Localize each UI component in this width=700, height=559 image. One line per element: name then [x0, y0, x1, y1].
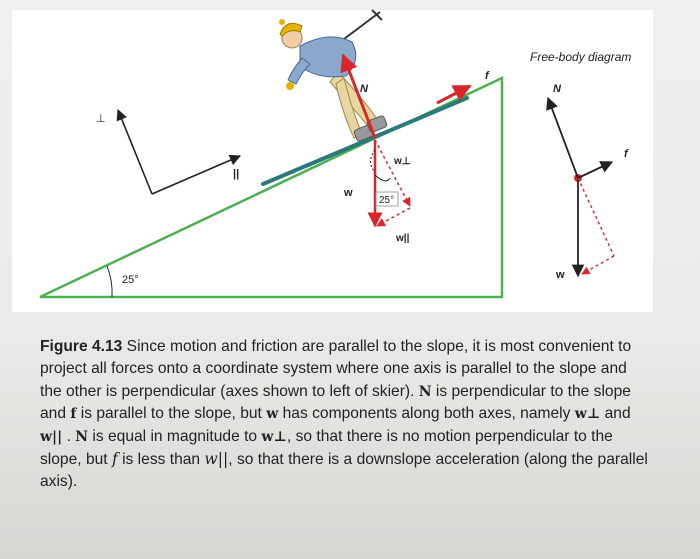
caption-text-1: Since motion and friction are parallel to the slope, it is most convenient to project all forces onto a coordinate system where one axis is parallel to the slope and the other is perpendicular (axes shown to left of skier). — [40, 338, 632, 400]
caption-text-2: is perpendicular to the slope and — [40, 382, 631, 423]
caption-symbol-f-italic: f — [111, 450, 118, 469]
weight-label: w — [344, 187, 353, 199]
caption-text-5: and — [600, 405, 631, 423]
caption-symbol-w-perp: w⊥ — [574, 406, 601, 423]
caption-symbol-N-2: N — [75, 428, 89, 445]
normal-force-label: N — [360, 83, 368, 95]
par-axis-label: || — [233, 168, 240, 180]
fbd-normal-label: N — [553, 83, 561, 95]
fbd-weight-label: w — [556, 269, 565, 281]
caption-text-7: is equal in magnitude to — [88, 427, 262, 445]
slope-angle-label: 25° — [122, 274, 139, 286]
caption-symbol-N: N — [418, 383, 432, 400]
caption-text-10: , so that there is a downslope acceleration (along the parallel axis). — [40, 451, 648, 491]
caption-text-6: . — [62, 427, 76, 445]
figure-caption — [40, 336, 648, 494]
caption-symbol-w: w — [266, 406, 279, 423]
caption-symbol-w-perp-2: w⊥ — [261, 428, 287, 445]
weight-perp-label: w⊥ — [394, 156, 411, 167]
caption-symbol-w-par-italic: w|| — [204, 450, 229, 469]
fbd-friction-label: f — [624, 148, 628, 160]
caption-text-3: is parallel to the slope, but — [76, 405, 267, 423]
caption-text-9: is less than — [117, 451, 205, 469]
weight-par-label: w|| — [396, 233, 410, 244]
figure-label: Figure 4.13 — [40, 338, 123, 355]
caption-text-8: , so that there is no motion perpendicular to the slope, but — [40, 427, 613, 469]
caption-symbol-f: f — [70, 406, 77, 423]
free-body-diagram-title: Free-body diagram — [530, 50, 632, 64]
friction-force-label: f — [485, 70, 489, 82]
w-angle-label: 25° — [379, 195, 395, 206]
perp-axis-label: ⊥ — [96, 113, 106, 125]
caption-symbol-w-par: w|| — [40, 428, 63, 445]
caption-text-4: has components along both axes, namely — [278, 405, 575, 423]
